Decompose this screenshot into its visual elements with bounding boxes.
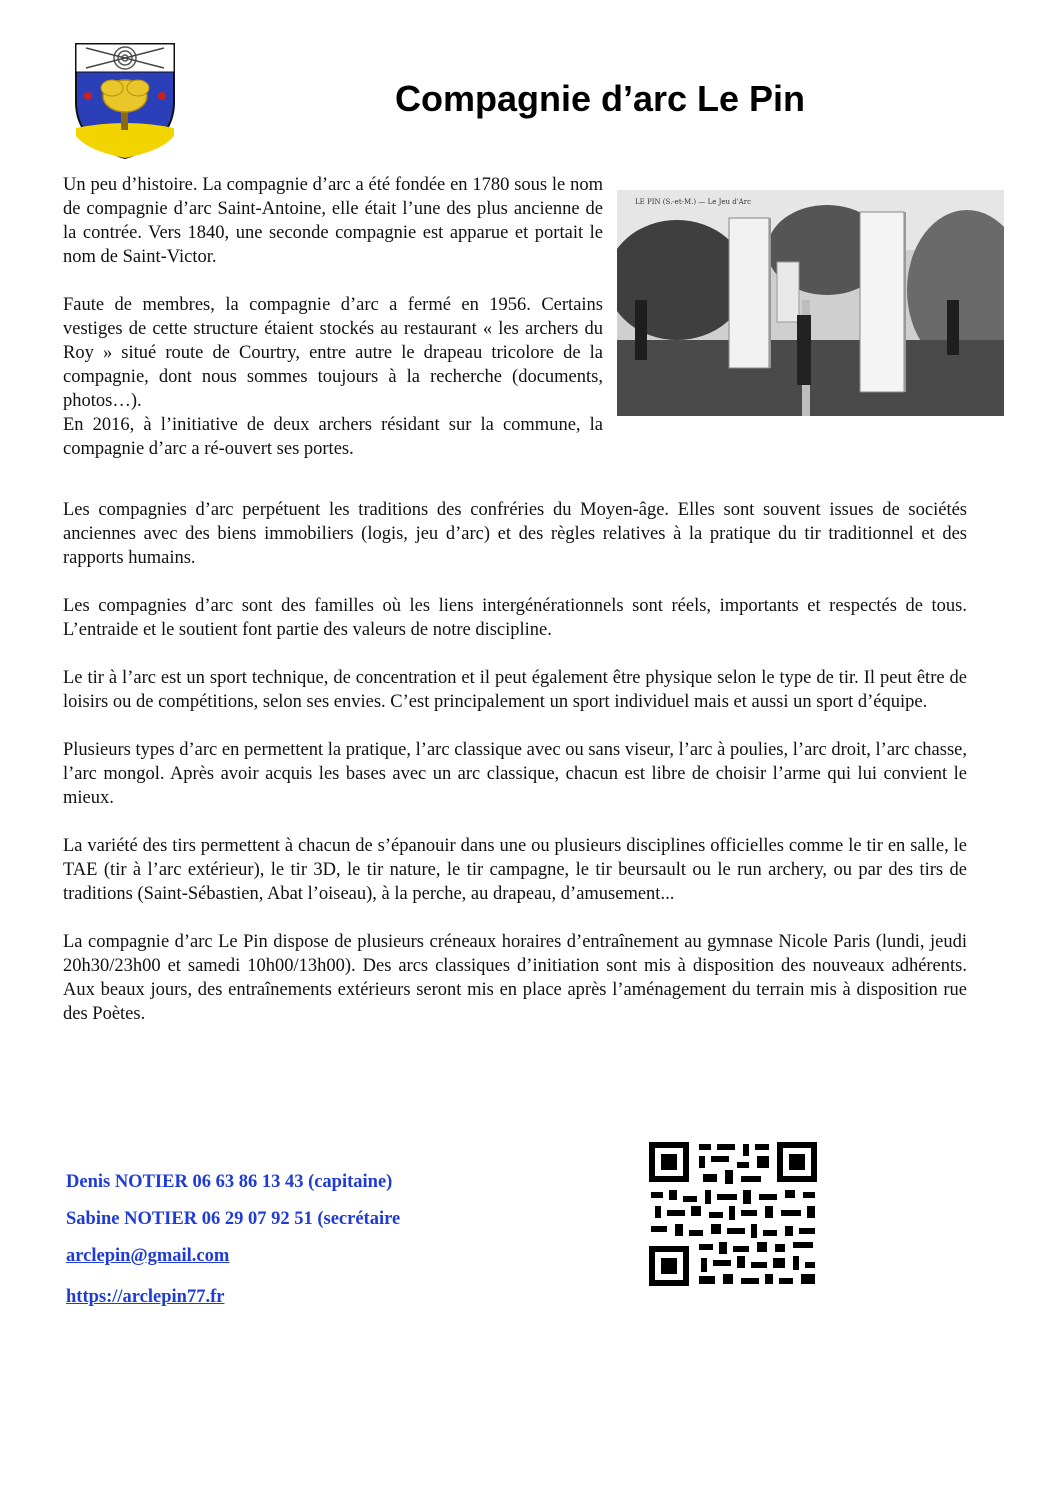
body-paragraph: Les compagnies d’arc sont des familles où les liens intergénérationnels sont réels, importants et respectés de tous. L’entraide et le soutient font partie des valeurs de notre discipline.: [63, 596, 967, 640]
historic-photo: [617, 190, 1004, 416]
email-link[interactable]: arclepin@gmail.com: [66, 1246, 230, 1266]
body-paragraph: Plusieurs types d’arc en permettent la pratique, l’arc classique avec ou sans viseur, l’arc à poulies, l’arc droit, l’arc chasse, l’arc mongol. Après avoir acquis les bases avec un arc classique, chacun est libre de choisir l’arme qui lui convient le mieux.: [63, 740, 967, 808]
contact-secretary: Sabine NOTIER 06 29 07 92 51 (secrétaire: [66, 1209, 401, 1229]
body-paragraph: La variété des tirs permettent à chacun de s’épanouir dans une ou plusieurs disciplines officielles comme le tir en salle, le TAE (tir à l’arc extérieur), le tir 3D, le tir nature, le tir campagne, le tir beursault ou le run archery, ou par des tirs de traditions (Saint-Sébastien, Abat l’oiseau), à la perche, au drapeau, d’amusement...: [63, 836, 967, 904]
contact-block: [66, 1170, 400, 1322]
intro-paragraph: Faute de membres, la compagnie d’arc a fermé en 1956. Certains vestiges de cette structure étaient stockés au restaurant « les archers du Roy » situé route de Courtry, entre autre le drapeau tricolore de la compagnie, dont nous sommes toujours à la recherche (documents, photos…).: [63, 295, 603, 411]
photo-caption: LE PIN (S.-et-M.) — Le Jeu d'Arc: [635, 198, 751, 206]
contact-captain: Denis NOTIER 06 63 86 13 43 (capitaine): [66, 1172, 393, 1192]
intro-paragraph: Un peu d’histoire. La compagnie d’arc a été fondée en 1780 sous le nom de compagnie d’arc Saint-Antoine, elle était l’une des plus ancienne de la contrée. Vers 1840, une seconde compagnie est apparue et portait le nom de Saint-Victor.: [63, 175, 603, 267]
website-link[interactable]: https://arclepin77.fr: [66, 1287, 225, 1307]
page-title: Compagnie d’arc Le Pin: [394, 78, 806, 119]
body-paragraph: Les compagnies d’arc perpétuent les traditions des confréries du Moyen-âge. Elles sont souvent issues de sociétés anciennes avec des biens immobiliers (logis, jeu d’arc) et des règles relatives à la pratique du tir traditionnel et des rapports humains.: [63, 500, 967, 568]
intro-section: [63, 173, 603, 461]
qr-code-icon[interactable]: [647, 1140, 819, 1288]
coat-of-arms-icon: [70, 40, 180, 160]
intro-paragraph: En 2016, à l’initiative de deux archers résidant sur la commune, la compagnie d’arc a ré-ouvert ses portes.: [63, 415, 603, 459]
body-section: [63, 498, 967, 1050]
body-paragraph: La compagnie d’arc Le Pin dispose de plusieurs créneaux horaires d’entraînement au gymnase Nicole Paris (lundi, jeudi 20h30/23h00 et samedi 10h00/13h00). Des arcs classiques d’initiation sont mis à disposition des nouveaux adhérents. Aux beaux jours, des entraînements extérieurs seront mis en place après l’aménagement du terrain mis à disposition rue des Poètes.: [63, 932, 967, 1024]
body-paragraph: Le tir à l’arc est un sport technique, de concentration et il peut également être physique selon le type de tir. Il peut être de loisirs ou de compétitions, selon ses envies. C’est principalement un sport individuel mais et aussi un sport d’équipe.: [63, 668, 967, 712]
